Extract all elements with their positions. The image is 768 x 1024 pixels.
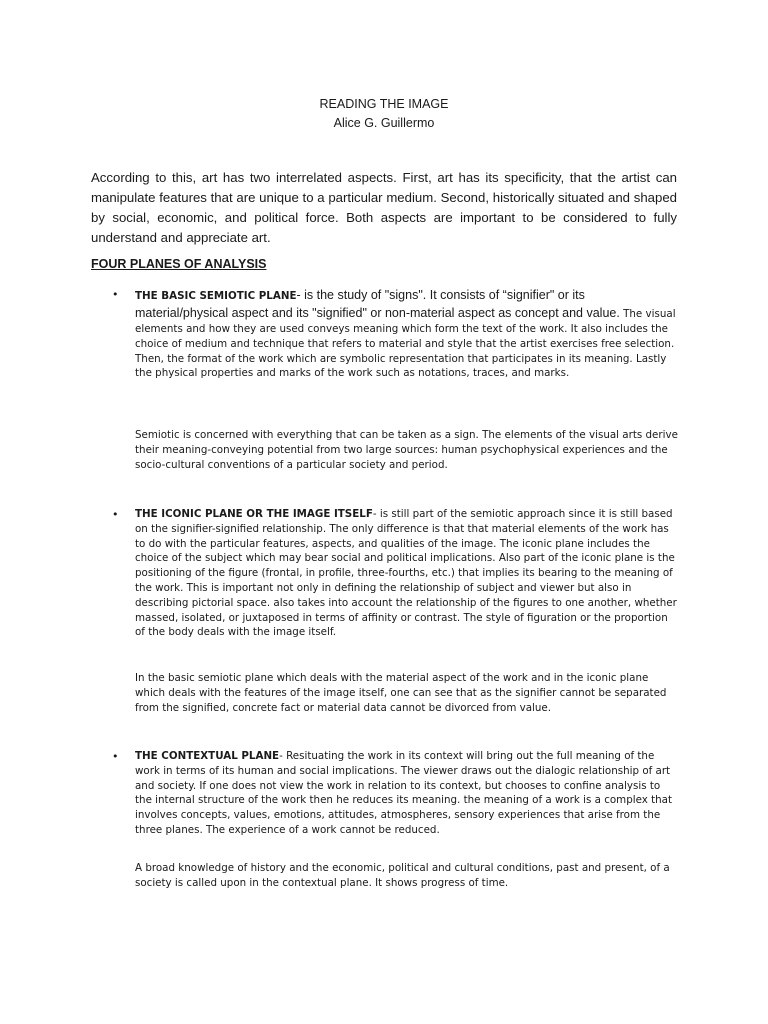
bullet-lead: THE ICONIC PLANE OR THE IMAGE ITSELF	[135, 508, 373, 520]
bullet-text: The visual elements and how they are used conveys meaning which form the text of the work. It also includes the choice of medium and technique that refers to material and style that the artist exercises free selection. Then, the format of the work which are symbolic representation that participates in its meaning. Lastly the physical properties and marks of the work such as notations, traces, and marks.	[135, 308, 676, 380]
bullet-text: - Resituating the work in its context will bring out the full meaning of the work in terms of its human and social implications. The viewer draws out the dialogic relationship of art and society. If one does not view the work in relation to its context, but chooses to confine analysis to the internal structure of the work then he reduces its meaning. the meaning of a work is a complex that involves concepts, values, emotions, attitudes, atmospheres, sensory experiences that arise from the three planes. The experience of a work cannot be reduced.	[135, 750, 673, 836]
bullet-text: - is still part of the semiotic approach since it is still based on the signifier-signified relationship. The only difference is that that material elements of the work has to do with the particular features, aspects, and qualities of the image. The iconic plane includes the choice of the subject which may bear social and political implications. Also part of the iconic plane is the positioning of the figure (frontal, in profile, three-fourths, etc.) that implies its bearing to the meaning of the work. This is important not only in defining the relationship of subject and viewer but also in describing pictorial space. also takes into account the relationship of the figures to one another, whether massed, isolated, or juxtaposed in terms of affinity or contrast. The style of figuration or the proportion of the body deals with the image itself.	[135, 508, 677, 639]
bullet-intro-text: - is the study of "signs". It consists of “signifier" or its material/physical aspect and its "signified" or non-material aspect as concept and value.	[135, 288, 620, 320]
bullet-marker: •	[112, 508, 119, 521]
bullet-marker: •	[112, 288, 119, 301]
document-author: Alice G. Guillermo	[333, 116, 435, 130]
section-heading: FOUR PLANES OF ANALYSIS	[91, 257, 267, 271]
document-title: READING THE IMAGE	[319, 97, 449, 111]
iconic-follow-paragraph: In the basic semiotic plane which deals with the material aspect of the work and in the iconic plane which deals with the features of the image itself, one can see that as the signifier cannot be separated from the signified, concrete fact or material data cannot be divorced from value.	[135, 672, 667, 714]
bullet-body	[135, 507, 678, 640]
title-block	[0, 95, 768, 133]
bullet-lead: THE BASIC SEMIOTIC PLANE	[135, 290, 297, 302]
semiotic-follow-paragraph: Semiotic is concerned with everything that can be taken as a sign. The elements of the visual arts derive their meaning-conveying potential from two large sources: human psychophysical experiences and the socio-cultural conventions of a particular society and period.	[135, 429, 678, 471]
bullet-lead: THE CONTEXTUAL PLANE	[135, 750, 280, 762]
bullet-marker: •	[112, 750, 119, 763]
contextual-follow-paragraph: A broad knowledge of history and the economic, political and cultural conditions, past and present, of a society is called upon in the contextual plane. It shows progress of time.	[135, 862, 670, 889]
intro-paragraph: According to this, art has two interrelated aspects. First, art has its specificity, that the artist can manipulate features that are unique to a particular medium. Second, historically situated and shaped by social, economic, and political force. Both aspects are important to be considered to fully understand and appreciate art.	[91, 170, 677, 245]
bullet-body	[135, 286, 678, 381]
bullet-body	[135, 749, 678, 838]
